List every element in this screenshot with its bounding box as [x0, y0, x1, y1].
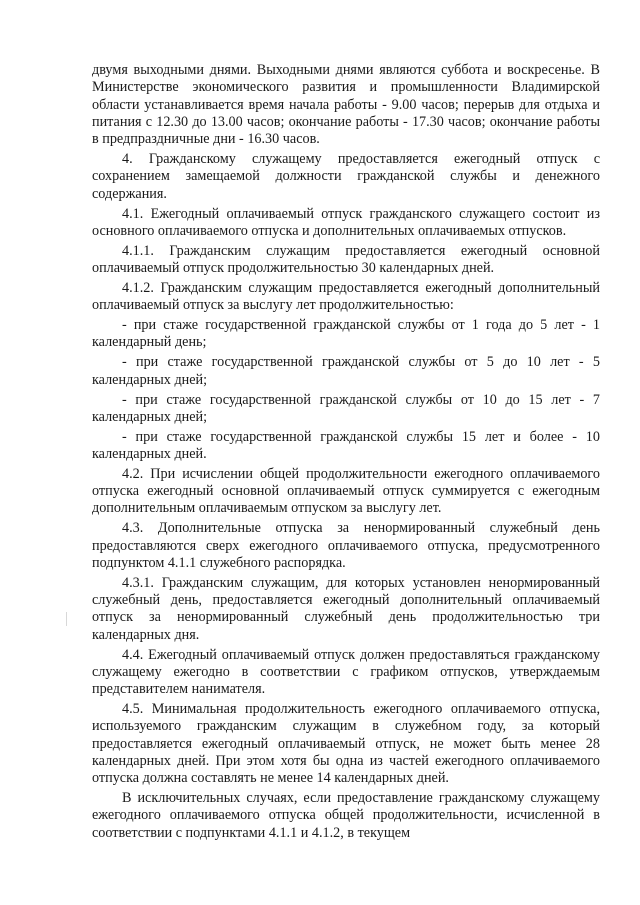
paragraph-4-5-minimum-duration: 4.5. Минимальная продолжительность ежегодного оплачиваемого отпуска, используемого гражданским служащим в служебном году, за который предоставляется ежегодный оплачиваемый отпуск, не может быть менее 28 календарных дней. При этом хотя бы одна из частей ежегодного оплачиваемого отпуска должна составлять не менее 14 календарных дней. [92, 701, 600, 787]
document-body [92, 62, 600, 845]
list-item-seniority-5-10: - при стаже государственной гражданской службы от 5 до 10 лет - 5 календарных дней; [92, 354, 600, 388]
scan-artifact [66, 612, 67, 626]
list-item-seniority-15-plus: - при стаже государственной гражданской службы 15 лет и более - 10 календарных дней. [92, 428, 600, 462]
list-item-seniority-1-5: - при стаже государственной гражданской службы от 1 года до 5 лет - 1 календарный день; [92, 317, 600, 351]
paragraph-4-1-2-seniority-leave: 4.1.2. Гражданским служащим предоставляется ежегодный дополнительный оплачиваемый отпуск за выслугу лет продолжительностью: [92, 279, 600, 314]
paragraph-exceptional-cases: В исключительных случаях, если предоставление гражданскому служащему ежегодного оплачиваемого отпуска общей продолжительности, исчисленной в соответствии с подпунктами 4.1.1 и 4.1.2, в текущем [92, 790, 600, 841]
paragraph-working-hours: двумя выходными днями. Выходными днями являются суббота и воскресенье. В Министерстве экономического развития и промышленности Владимирской области устанавливается время начала работы - 9.00 часов; перерыв для отдыха и питания с 12.30 до 13.00 часов; окончание работы - 17.30 часов; окончание работы в предпраздничные дни - 16.30 часов. [92, 62, 600, 148]
paragraph-4-3-1-irregular-day-leave: 4.3.1. Гражданским служащим, для которых установлен ненормированный служебный день, предоставляется ежегодный дополнительный оплачиваемый отпуск за ненормированный служебный день продолжительностью три календарных дня. [92, 574, 600, 643]
paragraph-4-annual-leave: 4. Гражданскому служащему предоставляется ежегодный отпуск с сохранением замещаемой должности гражданской службы и денежного содержания. [92, 151, 600, 202]
paragraph-4-3-irregular-day: 4.3. Дополнительные отпуска за ненормированный служебный день предоставляются сверх ежегодного оплачиваемого отпуска, предусмотренного подпунктом 4.1.1 служебного распорядка. [92, 520, 600, 571]
paragraph-4-2-calculation: 4.2. При исчислении общей продолжительности ежегодного оплачиваемого отпуска ежегодный основной оплачиваемый отпуск суммируется с ежегодным дополнительным оплачиваемым отпуском за выслугу лет. [92, 465, 600, 517]
list-item-seniority-10-15: - при стаже государственной гражданской службы от 10 до 15 лет - 7 календарных дней; [92, 391, 600, 425]
paragraph-4-1-leave-structure: 4.1. Ежегодный оплачиваемый отпуск гражданского служащего состоит из основного оплачиваемого отпуска и дополнительных оплачиваемых отпусков. [92, 205, 600, 239]
paragraph-4-1-1-basic-leave: 4.1.1. Гражданским служащим предоставляется ежегодный основной оплачиваемый отпуск продолжительностью 30 календарных дней. [92, 242, 600, 277]
paragraph-4-4-leave-schedule: 4.4. Ежегодный оплачиваемый отпуск должен предоставляться гражданскому служащему ежегодно в соответствии с графиком отпусков, утверждаемым представителем нанимателя. [92, 646, 600, 698]
